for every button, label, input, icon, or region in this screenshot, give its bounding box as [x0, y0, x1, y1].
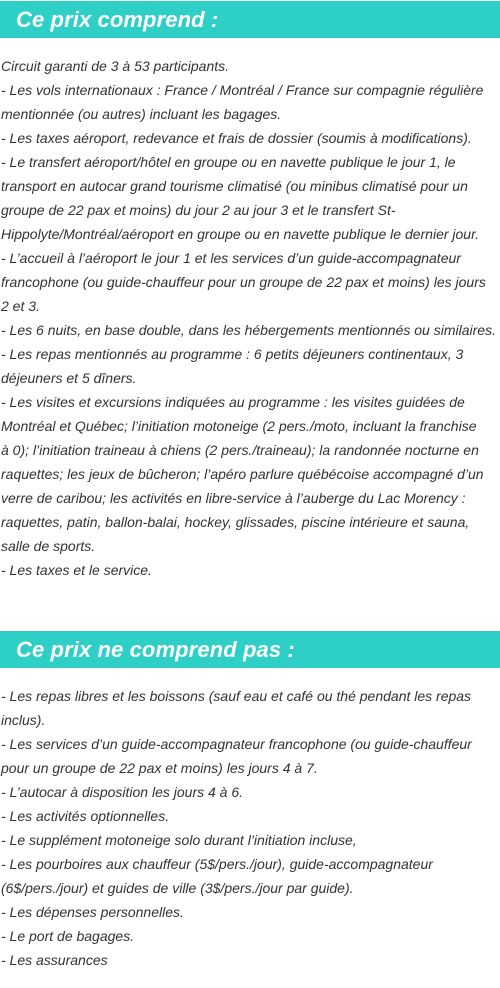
includes-list-line: verre de caribou; les activités en libre-service à l’auberge du Lac Morency : [1, 490, 466, 506]
includes-list-line: - Les repas mentionnés au programme : 6 petits déjeuners continentaux, 3 [1, 346, 464, 362]
includes-section-header [0, 1, 500, 38]
includes-list-line: déjeuners et 5 dîners. [1, 370, 137, 386]
includes-list-line: salle de sports. [1, 538, 96, 554]
excludes-list-line: - Les pourboires aux chauffeur (5$/pers./jour), guide-accompagnateur [1, 856, 433, 872]
excludes-list-line: inclus). [1, 712, 46, 728]
excludes-list-line: - Les assurances [1, 952, 108, 968]
excludes-list [0, 684, 500, 972]
includes-list-line: - Les vols internationaux : France / Montréal / France sur compagnie régulière [1, 82, 484, 98]
includes-list [0, 54, 500, 582]
includes-list-line: à 0); l’initiation traineau à chiens (2 pers./traineau); la randonnée nocturne en [1, 442, 479, 458]
includes-list-line: groupe de 22 pax et moins) du jour 2 au jour 3 et le transfert St- [1, 202, 396, 218]
includes-list-line: - Le transfert aéroport/hôtel en groupe ou en navette publique le jour 1, le [1, 154, 456, 170]
excludes-section-header [0, 631, 500, 668]
excludes-list-line: - Le supplément motoneige solo durant l’initiation incluse, [1, 832, 357, 848]
excludes-list-line: (6$/pers./jour) et guides de ville (3$/pers./jour par guide). [1, 880, 354, 896]
excludes-list-line: - Les dépenses personnelles. [1, 904, 184, 920]
includes-list-line: - L’accueil à l’aéroport le jour 1 et les services d’un guide-accompagnateur [1, 250, 461, 266]
includes-list-line: 2 et 3. [1, 298, 40, 314]
includes-list-line: Hippolyte/Montréal/aéroport en groupe ou en navette publique le dernier jour. [1, 226, 480, 242]
includes-list-line: transport en autocar grand tourisme climatisé (ou minibus climatisé pour un [1, 178, 468, 194]
excludes-list-line: - Les repas libres et les boissons (sauf eau et café ou thé pendant les repas [1, 688, 472, 704]
excludes-list-line: - Le port de bagages. [1, 928, 135, 944]
excludes-list-line: - L’autocar à disposition les jours 4 à 6. [1, 784, 244, 800]
includes-title: Ce prix comprend : [16, 6, 219, 32]
includes-list-line: - Les visites et excursions indiquées au programme : les visites guidées de [1, 394, 465, 410]
includes-list-line: Montréal et Québec; l’initiation motoneige (2 pers./moto, incluant la franchise [1, 418, 477, 434]
includes-list-line: francophone (ou guide-chauffeur pour un groupe de 22 pax et moins) les jours [1, 274, 486, 290]
includes-list-line: Circuit garanti de 3 à 53 participants. [1, 58, 230, 74]
includes-list-line: - Les taxes aéroport, redevance et frais de dossier (soumis à modifications). [1, 130, 472, 146]
excludes-list-line: pour un groupe de 22 pax et moins) les jours 4 à 7. [1, 760, 318, 776]
includes-list-line: raquettes, patin, ballon-balai, hockey, glissades, piscine intérieure et sauna, [1, 514, 470, 530]
includes-list-line: - Les 6 nuits, en base double, dans les hébergements mentionnés ou similaires. [1, 322, 496, 338]
excludes-title: Ce prix ne comprend pas : [16, 636, 295, 662]
includes-list-line: mentionnée (ou autres) incluant les bagages. [1, 106, 282, 122]
excludes-list-line: - Les services d’un guide-accompagnateur francophone (ou guide-chauffeur [1, 736, 472, 752]
includes-list-line: - Les taxes et le service. [1, 562, 152, 578]
includes-list-line: raquettes; les jeux de bûcheron; l’apéro parlure québécoise accompagné d’un [1, 466, 484, 482]
excludes-list-line: - Les activités optionnelles. [1, 808, 170, 824]
